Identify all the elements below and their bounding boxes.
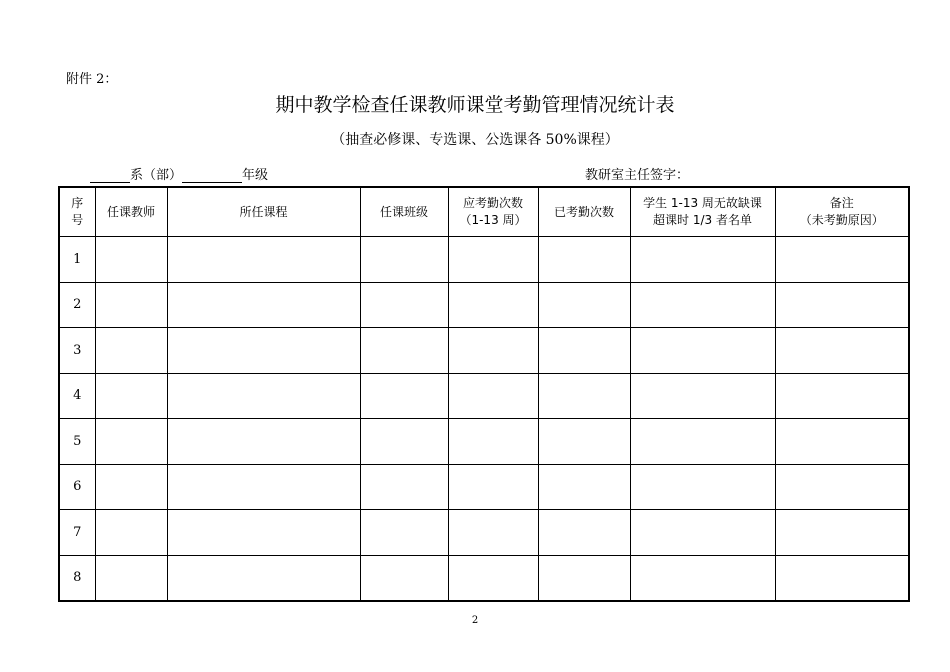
teacher-cell[interactable] xyxy=(95,282,167,328)
expected-cell[interactable] xyxy=(448,510,538,556)
remarks-cell[interactable] xyxy=(775,373,909,419)
absent-cell[interactable] xyxy=(630,510,775,556)
header-checked-attendance: 已考勤次数 xyxy=(538,187,630,237)
row-number: 4 xyxy=(59,373,95,419)
class-cell[interactable] xyxy=(360,510,448,556)
checked-cell[interactable] xyxy=(538,510,630,556)
row-number: 8 xyxy=(59,555,95,601)
page-number: 2 xyxy=(471,615,479,626)
expected-cell[interactable] xyxy=(448,555,538,601)
row-number: 5 xyxy=(59,419,95,465)
absent-cell[interactable] xyxy=(630,464,775,510)
remarks-cell[interactable] xyxy=(775,419,909,465)
checked-cell[interactable] xyxy=(538,419,630,465)
table-row xyxy=(59,328,909,374)
course-cell[interactable] xyxy=(167,373,360,419)
absent-cell[interactable] xyxy=(630,373,775,419)
header-class: 任课班级 xyxy=(360,187,448,237)
checked-cell[interactable] xyxy=(538,237,630,283)
row-number: 7 xyxy=(59,510,95,556)
remarks-cell[interactable] xyxy=(775,237,909,283)
course-cell[interactable] xyxy=(167,237,360,283)
row-number: 3 xyxy=(59,328,95,374)
course-cell[interactable] xyxy=(167,555,360,601)
class-cell[interactable] xyxy=(360,419,448,465)
remarks-cell[interactable] xyxy=(775,282,909,328)
header-seq: 序 号 xyxy=(59,187,95,237)
absent-cell[interactable] xyxy=(630,419,775,465)
signature-label: 教研室主任签字： xyxy=(585,168,690,183)
expected-cell[interactable] xyxy=(448,328,538,374)
attachment-label: 附件 2： xyxy=(66,72,118,87)
remarks-cell[interactable] xyxy=(775,464,909,510)
document-subtitle: （抽查必修课、专选课、公选课各 50%课程） xyxy=(331,132,619,148)
checked-cell[interactable] xyxy=(538,555,630,601)
absent-cell[interactable] xyxy=(630,237,775,283)
header-absent-students: 学生 1-13 周无故缺课 超课时 1/3 者名单 xyxy=(630,187,775,237)
course-cell[interactable] xyxy=(167,464,360,510)
expected-cell[interactable] xyxy=(448,237,538,283)
table-row xyxy=(59,510,909,556)
row-number: 2 xyxy=(59,282,95,328)
table-row xyxy=(59,237,909,283)
grade-blank xyxy=(182,168,242,183)
department-label: 系（部） xyxy=(130,168,183,183)
grade-label: 年级 xyxy=(242,168,269,183)
table-row xyxy=(59,373,909,419)
absent-cell[interactable] xyxy=(630,328,775,374)
teacher-cell[interactable] xyxy=(95,237,167,283)
absent-cell[interactable] xyxy=(630,555,775,601)
checked-cell[interactable] xyxy=(538,373,630,419)
teacher-cell[interactable] xyxy=(95,464,167,510)
class-cell[interactable] xyxy=(360,373,448,419)
table-row xyxy=(59,464,909,510)
row-number: 6 xyxy=(59,464,95,510)
table-header-row xyxy=(59,187,909,237)
checked-cell[interactable] xyxy=(538,282,630,328)
expected-cell[interactable] xyxy=(448,373,538,419)
attendance-table xyxy=(58,186,910,602)
course-cell[interactable] xyxy=(167,510,360,556)
teacher-cell[interactable] xyxy=(95,373,167,419)
remarks-cell[interactable] xyxy=(775,555,909,601)
checked-cell[interactable] xyxy=(538,464,630,510)
header-teacher: 任课教师 xyxy=(95,187,167,237)
teacher-cell[interactable] xyxy=(95,510,167,556)
header-expected-attendance: 应考勤次数 （1-13 周） xyxy=(448,187,538,237)
course-cell[interactable] xyxy=(167,328,360,374)
expected-cell[interactable] xyxy=(448,464,538,510)
absent-cell[interactable] xyxy=(630,282,775,328)
header-course: 所任课程 xyxy=(167,187,360,237)
class-cell[interactable] xyxy=(360,237,448,283)
header-remarks: 备注 （未考勤原因） xyxy=(775,187,909,237)
row-number: 1 xyxy=(59,237,95,283)
table-row xyxy=(59,419,909,465)
class-cell[interactable] xyxy=(360,328,448,374)
document-title: 期中教学检查任课教师课堂考勤管理情况统计表 xyxy=(275,94,675,116)
remarks-cell[interactable] xyxy=(775,510,909,556)
teacher-cell[interactable] xyxy=(95,328,167,374)
remarks-cell[interactable] xyxy=(775,328,909,374)
teacher-cell[interactable] xyxy=(95,419,167,465)
department-blank xyxy=(90,168,130,183)
expected-cell[interactable] xyxy=(448,282,538,328)
table-row xyxy=(59,282,909,328)
class-cell[interactable] xyxy=(360,555,448,601)
department-grade-line xyxy=(90,164,268,183)
class-cell[interactable] xyxy=(360,464,448,510)
checked-cell[interactable] xyxy=(538,328,630,374)
teacher-cell[interactable] xyxy=(95,555,167,601)
course-cell[interactable] xyxy=(167,282,360,328)
class-cell[interactable] xyxy=(360,282,448,328)
course-cell[interactable] xyxy=(167,419,360,465)
table-row xyxy=(59,555,909,601)
expected-cell[interactable] xyxy=(448,419,538,465)
